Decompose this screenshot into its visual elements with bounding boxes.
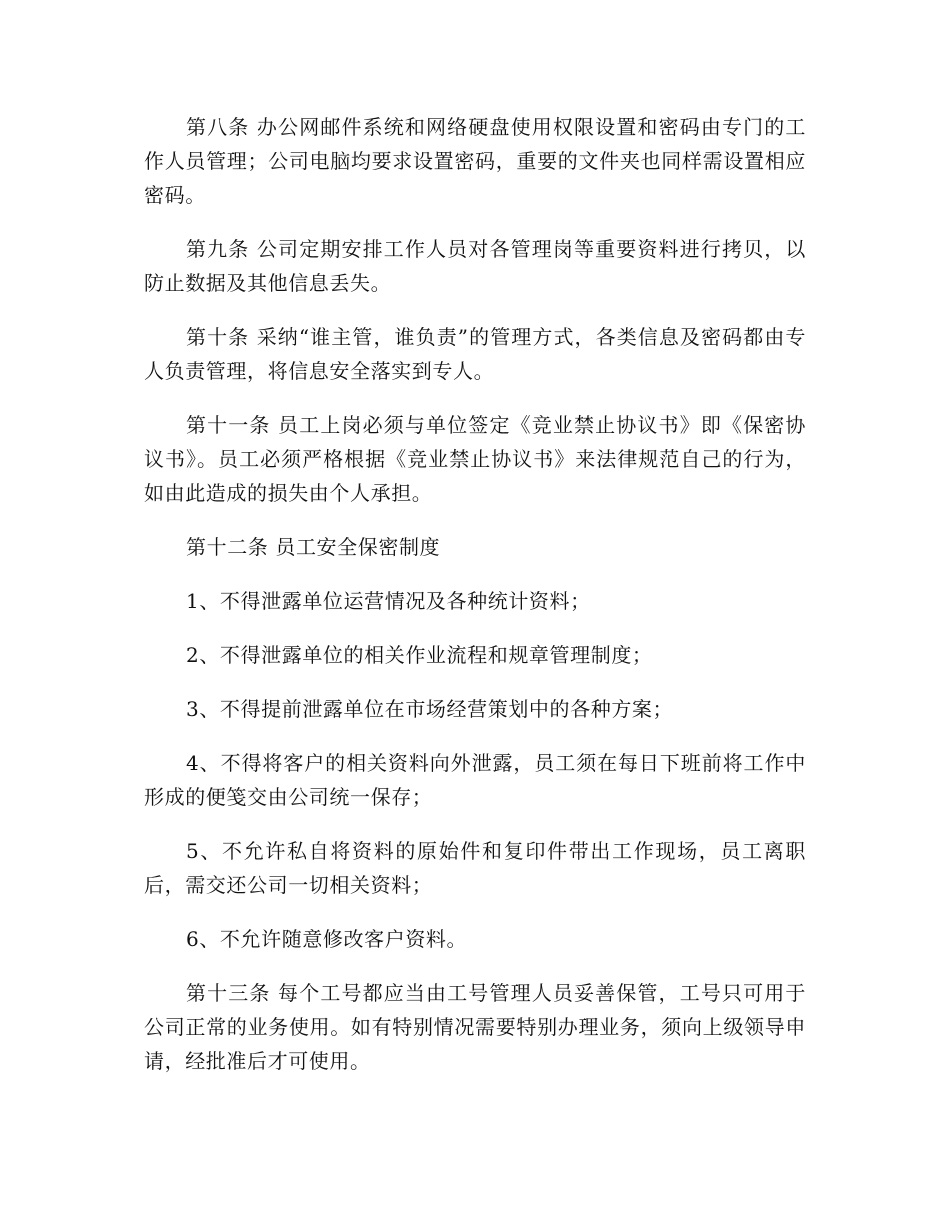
rule-item-6: 6、不允许随意修改客户资料。	[186, 927, 468, 951]
article-8-paragraph: 第八条 办公网邮件系统和网络硬盘使用权限设置和密码由专门的工作人员管理；公司电脑均要求设置密码，重要的文件夹也同样需设置相应密码。	[144, 115, 806, 207]
rule-item-5: 5、不允许私自将资料的原始件和复印件带出工作现场，员工离职后，需交还公司一切相关资料；	[144, 839, 806, 897]
article-13-paragraph: 第十三条 每个工号都应当由工号管理人员妥善保管，工号只可用于公司正常的业务使用。如有特别情况需要特别办理业务，须向上级领导申请，经批准后才可使用。	[144, 981, 806, 1073]
article-12-heading: 第十二条 员工安全保密制度	[186, 535, 441, 559]
rule-item-1: 1、不得泄露单位运营情况及各种统计资料；	[186, 589, 591, 613]
rule-item-2: 2、不得泄露单位的相关作业流程和规章管理制度；	[186, 643, 653, 667]
article-11-paragraph: 第十一条 员工上岗必须与单位签定《竞业禁止协议书》即《保密协议书》。员工必须严格根据《竞业禁止协议书》来法律规范自己的行为，如由此造成的损失由个人承担。	[144, 413, 806, 505]
document-page	[144, 110, 806, 1098]
article-9-paragraph: 第九条 公司定期安排工作人员对各管理岗等重要资料进行拷贝，以防止数据及其他信息丢失。	[144, 237, 806, 295]
article-10-paragraph: 第十条 采纳“谁主管，谁负责”的管理方式，各类信息及密码都由专人负责管理，将信息安全落实到专人。	[144, 325, 806, 383]
rule-item-4: 4、不得将客户的相关资料向外泄露，员工须在每日下班前将工作中形成的便笺交由公司统一保存；	[144, 751, 806, 809]
rule-item-3: 3、不得提前泄露单位在市场经营策划中的各种方案；	[186, 697, 674, 721]
